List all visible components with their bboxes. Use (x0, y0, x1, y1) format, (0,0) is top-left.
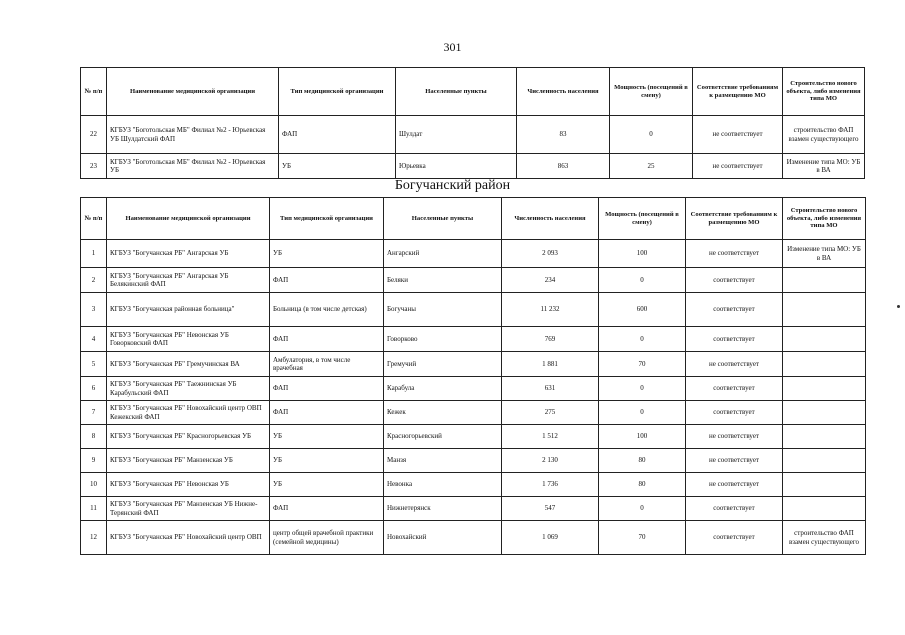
table-row (81, 377, 866, 401)
cell-compliance: не соответствует (686, 352, 783, 377)
cell-compliance: не соответствует (686, 473, 783, 497)
cell-org-name: КГБУЗ "Богучанская РБ" Манзенская УБ Нижне-Терянский ФАП (107, 497, 270, 521)
cell-population: 2 130 (502, 449, 599, 473)
header-compliance: Соответствие требованиям к размещению МО (686, 198, 783, 240)
cell-org-type: ФАП (270, 401, 384, 425)
cell-population: 547 (502, 497, 599, 521)
table-row (81, 521, 866, 555)
cell-settlement: Красногорьевский (384, 425, 502, 449)
cell-population: 863 (517, 154, 610, 179)
cell-org-name: КГБУЗ "Богучанская РБ" Ангарская УБ (107, 240, 270, 268)
cell-num: 1 (81, 240, 107, 268)
table-row (81, 497, 866, 521)
cell-org-name: КГБУЗ "Богучанская РБ" Таежнинская УБ Карабульский ФАП (107, 377, 270, 401)
header-org-name: Наименование медицинской организации (107, 68, 279, 116)
cell-compliance: соответствует (686, 401, 783, 425)
cell-org-name: КГБУЗ "Богучанская районная больница" (107, 293, 270, 327)
cell-capacity: 100 (599, 240, 686, 268)
header-settlements: Населенные пункты (396, 68, 517, 116)
cell-org-type: УБ (270, 449, 384, 473)
cell-capacity: 0 (599, 497, 686, 521)
cell-construction (783, 473, 866, 497)
cell-settlement: Манзя (384, 449, 502, 473)
cell-compliance: не соответствует (686, 425, 783, 449)
cell-settlement: Беляки (384, 268, 502, 293)
cell-settlement: Шулдат (396, 116, 517, 154)
cell-construction (783, 377, 866, 401)
table1-body (81, 116, 865, 179)
header-capacity: Мощность (посещений в смену) (599, 198, 686, 240)
cell-compliance: соответствует (686, 293, 783, 327)
cell-capacity: 0 (599, 327, 686, 352)
cell-capacity: 0 (610, 116, 693, 154)
cell-org-type: ФАП (279, 116, 396, 154)
cell-capacity: 100 (599, 425, 686, 449)
cell-settlement: Невонка (384, 473, 502, 497)
cell-org-type: ФАП (270, 327, 384, 352)
cell-org-name: КГБУЗ "Боготольская МБ" Филиал №2 - Юрьевская УБ Шулдатский ФАП (107, 116, 279, 154)
header-construction: Строительство нового объекта, либо изменения типа МО (783, 198, 866, 240)
cell-settlement: Новохайский (384, 521, 502, 555)
cell-construction: Изменение типа МО: УБ в ВА (783, 154, 865, 179)
cell-population: 631 (502, 377, 599, 401)
header-population: Численность населения (502, 198, 599, 240)
district-title: Богучанский район (394, 178, 511, 193)
table-row (81, 352, 866, 377)
cell-population: 1 881 (502, 352, 599, 377)
cell-construction (783, 401, 866, 425)
header-compliance: Соответствие требованиям к размещению МО (693, 68, 783, 116)
cell-org-name: КГБУЗ "Богучанская РБ" Гремучинская ВА (107, 352, 270, 377)
cell-org-name: КГБУЗ "Богучанская РБ" Красногорьевская УБ (107, 425, 270, 449)
page-number: 301 (443, 40, 462, 54)
cell-population: 11 232 (502, 293, 599, 327)
cell-settlement: Карабула (384, 377, 502, 401)
table-row (81, 268, 866, 293)
cell-capacity: 80 (599, 449, 686, 473)
cell-compliance: не соответствует (686, 240, 783, 268)
cell-population: 1 069 (502, 521, 599, 555)
table-row (81, 293, 866, 327)
header-org-type: Тип медицинской организации (270, 198, 384, 240)
table-header-row (81, 198, 866, 240)
table-row (81, 473, 866, 497)
cell-capacity: 70 (599, 521, 686, 555)
cell-org-type: УБ (270, 473, 384, 497)
cell-population: 83 (517, 116, 610, 154)
cell-org-type: Амбулатория, в том числе врачебная (270, 352, 384, 377)
cell-num: 23 (81, 154, 107, 179)
cell-population: 234 (502, 268, 599, 293)
cell-construction: Изменение типа МО: УБ в ВА (783, 240, 866, 268)
cell-num: 2 (81, 268, 107, 293)
cell-population: 2 093 (502, 240, 599, 268)
table-row (81, 240, 866, 268)
cell-settlement: Богучаны (384, 293, 502, 327)
cell-population: 275 (502, 401, 599, 425)
cell-num: 6 (81, 377, 107, 401)
cell-num: 3 (81, 293, 107, 327)
header-org-type: Тип медицинской организации (279, 68, 396, 116)
cell-settlement: Гремучий (384, 352, 502, 377)
cell-compliance: соответствует (686, 521, 783, 555)
cell-construction: строительство ФАП взамен существующего (783, 116, 865, 154)
cell-compliance: не соответствует (693, 116, 783, 154)
cell-num: 12 (81, 521, 107, 555)
cell-construction (783, 497, 866, 521)
cell-compliance: соответствует (686, 497, 783, 521)
cell-construction (783, 268, 866, 293)
cell-capacity: 600 (599, 293, 686, 327)
cell-construction (783, 352, 866, 377)
cell-population: 1 736 (502, 473, 599, 497)
cell-settlement: Ангарский (384, 240, 502, 268)
table-header-row (81, 68, 865, 116)
cell-org-type: ФАП (270, 268, 384, 293)
cell-num: 7 (81, 401, 107, 425)
cell-construction (783, 449, 866, 473)
cell-org-type: УБ (279, 154, 396, 179)
header-population: Численность населения (517, 68, 610, 116)
cell-capacity: 0 (599, 268, 686, 293)
cell-capacity: 70 (599, 352, 686, 377)
cell-org-name: КГБУЗ "Боготольская МБ" Филиал №2 - Юрьевская УБ (107, 154, 279, 179)
cell-population: 1 512 (502, 425, 599, 449)
cell-capacity: 0 (599, 401, 686, 425)
cell-org-name: КГБУЗ "Богучанская РБ" Ангарская УБ Беляки́нский ФАП (107, 268, 270, 293)
cell-compliance: соответствует (686, 377, 783, 401)
table-row (81, 327, 866, 352)
cell-construction: строительство ФАП взамен существующего (783, 521, 866, 555)
cell-compliance: не соответствует (686, 449, 783, 473)
header-num: № п/п (81, 198, 107, 240)
cell-org-name: КГБУЗ "Богучанская РБ" Невонская УБ (107, 473, 270, 497)
header-settlements: Населенные пункты (384, 198, 502, 240)
cell-settlement: Кежек (384, 401, 502, 425)
cell-num: 22 (81, 116, 107, 154)
header-capacity: Мощность (посещений в смену) (610, 68, 693, 116)
cell-org-type: центр общей врачебной практики (семейной медицины) (270, 521, 384, 555)
cell-num: 5 (81, 352, 107, 377)
facilities-table-part2 (80, 197, 866, 555)
cell-num: 9 (81, 449, 107, 473)
scan-mark (897, 305, 900, 308)
cell-org-type: Больница (в том числе детская) (270, 293, 384, 327)
cell-org-type: ФАП (270, 377, 384, 401)
cell-population: 769 (502, 327, 599, 352)
table-row (81, 154, 865, 179)
cell-org-type: ФАП (270, 497, 384, 521)
cell-compliance: не соответствует (693, 154, 783, 179)
header-num: № п/п (81, 68, 107, 116)
cell-num: 8 (81, 425, 107, 449)
cell-num: 10 (81, 473, 107, 497)
cell-org-type: УБ (270, 240, 384, 268)
cell-org-name: КГБУЗ "Богучанская РБ" Новохайский центр ОВП (107, 521, 270, 555)
header-construction: Строительство нового объекта, либо изменения типа МО (783, 68, 865, 116)
cell-construction (783, 293, 866, 327)
cell-org-name: КГБУЗ "Богучанская РБ" Новохайский центр ОВП Кежекский ФАП (107, 401, 270, 425)
cell-org-name: КГБУЗ "Богучанская РБ" Манзенская УБ (107, 449, 270, 473)
cell-num: 4 (81, 327, 107, 352)
table-row (81, 425, 866, 449)
table-row (81, 449, 866, 473)
cell-capacity: 0 (599, 377, 686, 401)
header-org-name: Наименование медицинской организации (107, 198, 270, 240)
cell-org-name: КГБУЗ "Богучанская РБ" Невонская УБ Говорковский ФАП (107, 327, 270, 352)
table2-body (81, 240, 866, 555)
table-row (81, 116, 865, 154)
cell-org-type: УБ (270, 425, 384, 449)
cell-capacity: 80 (599, 473, 686, 497)
cell-settlement: Говорково (384, 327, 502, 352)
cell-compliance: соответствует (686, 268, 783, 293)
cell-construction (783, 327, 866, 352)
facilities-table-part1 (80, 67, 865, 179)
cell-settlement: Нижнетерянск (384, 497, 502, 521)
table-row (81, 401, 866, 425)
cell-num: 11 (81, 497, 107, 521)
cell-compliance: соответствует (686, 327, 783, 352)
cell-capacity: 25 (610, 154, 693, 179)
cell-settlement: Юрьевка (396, 154, 517, 179)
cell-construction (783, 425, 866, 449)
